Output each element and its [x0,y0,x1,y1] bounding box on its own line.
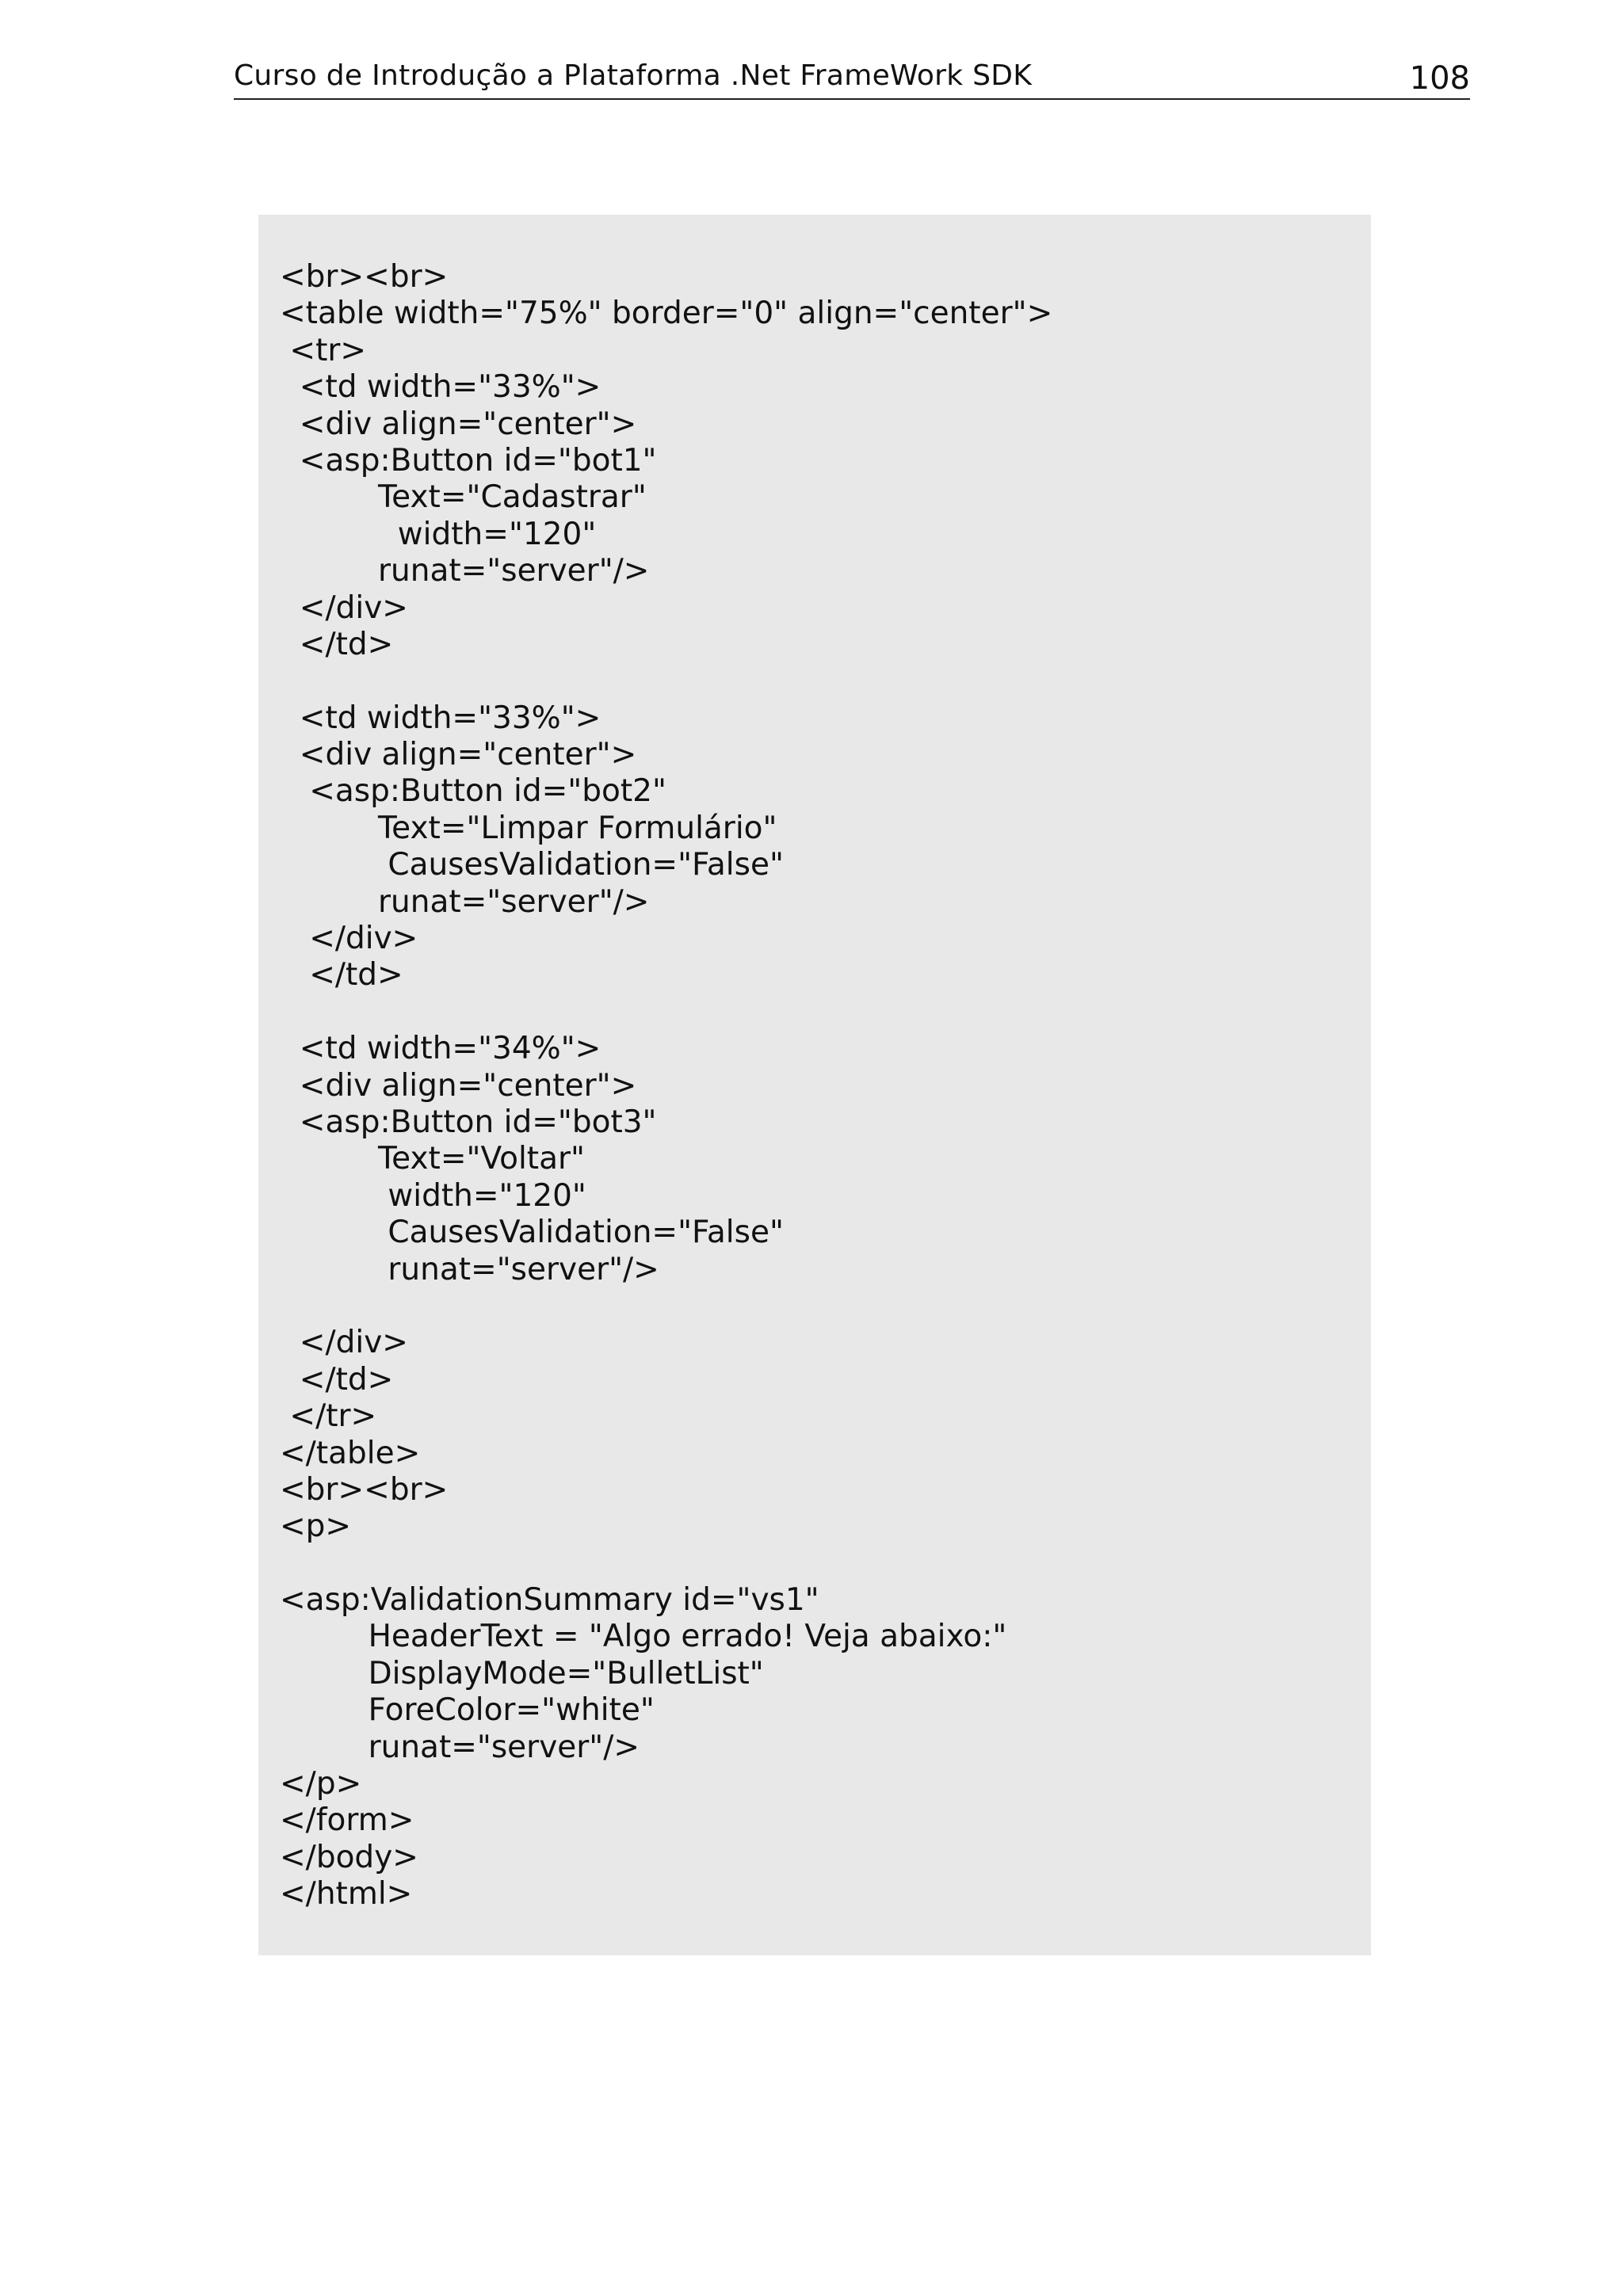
code-line: runat="server"/> [280,883,650,920]
code-line: CausesValidation="False" [280,1215,784,1251]
code-line: runat="server"/> [280,1251,659,1287]
code-line: </div> [280,1325,408,1361]
code-line: HeaderText = "Algo errado! Veja abaixo:" [280,1619,1007,1655]
code-line: <div align="center"> [280,737,637,773]
code-line: <br><br> [280,259,449,295]
code-line: </td> [280,626,394,662]
code-line: width="120" [280,1177,586,1214]
code-line: width="120" [280,516,597,552]
code-line: </td> [280,957,403,994]
code-line: <td width="33%"> [280,369,601,406]
page-number: 108 [1409,60,1470,97]
code-line: CausesValidation="False" [280,847,784,883]
code-line: <td width="34%"> [280,1031,601,1067]
code-line: <div align="center"> [280,1067,637,1104]
header-title: Curso de Introdução a Plataforma .Net FrameWork SDK [234,59,1033,92]
code-line: Text="Cadastrar" [280,479,647,516]
code-line: <div align="center"> [280,406,637,442]
code-line: DisplayMode="BulletList" [280,1655,764,1691]
code-line: ForeColor="white" [280,1692,655,1729]
code-line: Text="Voltar" [280,1141,585,1177]
code-line: </div> [280,589,408,626]
code-line: <asp:ValidationSummary id="vs1" [280,1582,819,1619]
code-line [258,1546,1371,1582]
code-line: </td> [280,1361,394,1398]
code-line: </form> [280,1802,414,1839]
code-line [258,663,1371,700]
code-line: <tr> [280,332,367,368]
code-line: Text="Limpar Formulário" [280,810,777,846]
code-line: <asp:Button id="bot2" [280,773,666,810]
code-line: </body> [280,1839,418,1875]
code-line: </p> [280,1766,362,1802]
code-line: <td width="33%"> [280,700,601,736]
code-line: </tr> [280,1398,377,1435]
code-line: runat="server"/> [280,553,650,589]
code-line: <br><br> [280,1471,449,1508]
code-line: <asp:Button id="bot1" [280,442,657,479]
code-line: runat="server"/> [280,1729,640,1765]
code-listing [258,215,1371,1955]
code-line: <p> [280,1508,352,1545]
code-line [258,994,1371,1031]
code-line [258,1288,1371,1325]
code-line: </html> [280,1876,413,1913]
code-line: <asp:Button id="bot3" [280,1104,657,1140]
code-line: <table width="75%" border="0" align="center"> [280,296,1053,332]
code-line: </div> [280,921,418,957]
code-line: </table> [280,1435,421,1471]
page-header [234,54,1470,100]
